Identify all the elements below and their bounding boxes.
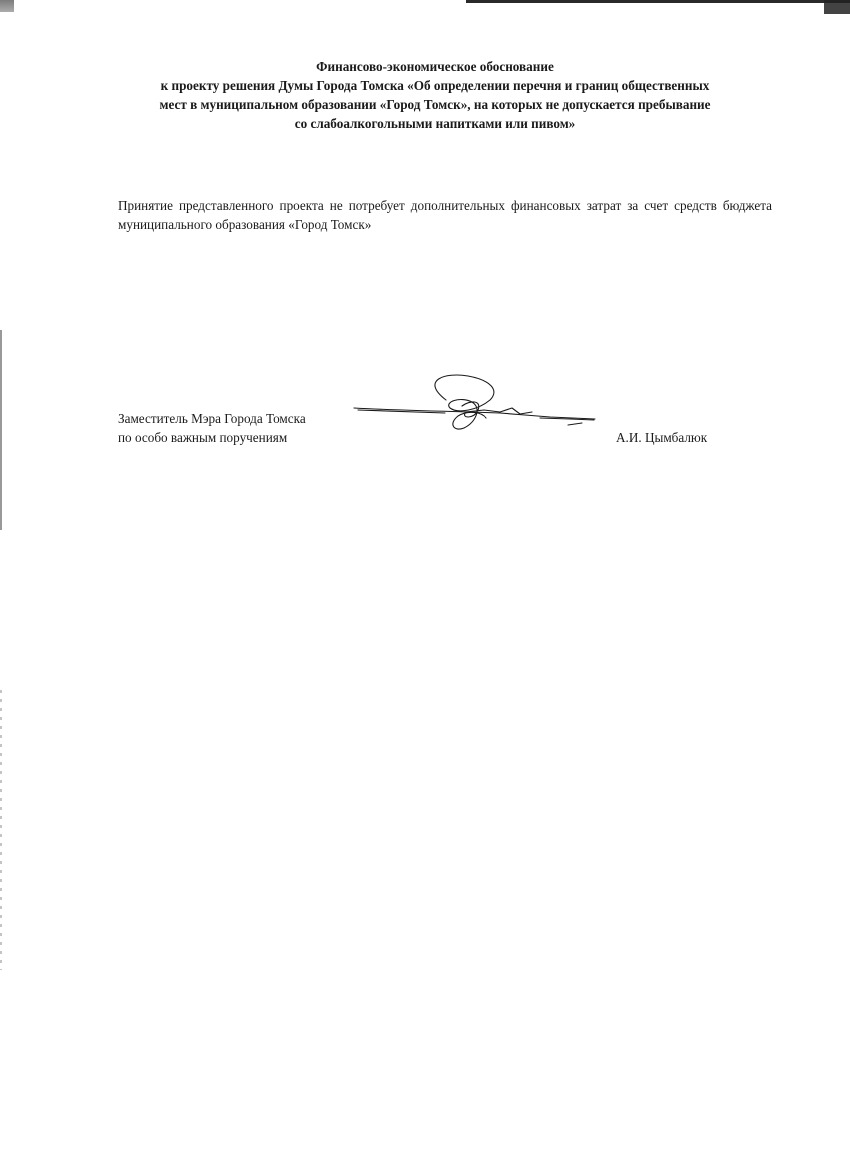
- scan-artifact-top-right: [824, 0, 850, 14]
- title-line-2: к проекту решения Думы Города Томска «Об определении перечня и границ общественных: [160, 78, 710, 93]
- body-paragraph: Принятие представленного проекта не потребует дополнительных финансовых затрат за счет средств бюджета муниципального образования «Город Томск»: [118, 198, 772, 232]
- signatory-position-line-1: Заместитель Мэра Города Томска: [118, 411, 306, 426]
- title-line-1: Финансово-экономическое обоснование: [316, 59, 554, 74]
- scan-artifact-left-edge: [0, 330, 2, 530]
- document-title: [90, 57, 780, 133]
- handwritten-signature: [350, 370, 600, 440]
- signatory-position: [118, 409, 306, 447]
- signatory-position-line-2: по особо важным поручениям: [118, 430, 288, 445]
- signatory-name: А.И. Цымбалюк: [616, 430, 708, 445]
- scan-artifact-top-left: [0, 0, 14, 12]
- scan-artifact-left-edge-lower: [0, 690, 2, 970]
- scan-artifact-top-line: [466, 0, 850, 3]
- title-line-3: мест в муниципальном образовании «Город Томск», на которых не допускается пребывание: [159, 97, 711, 112]
- title-line-4: со слабоалкогольными напитками или пивом»: [294, 116, 576, 131]
